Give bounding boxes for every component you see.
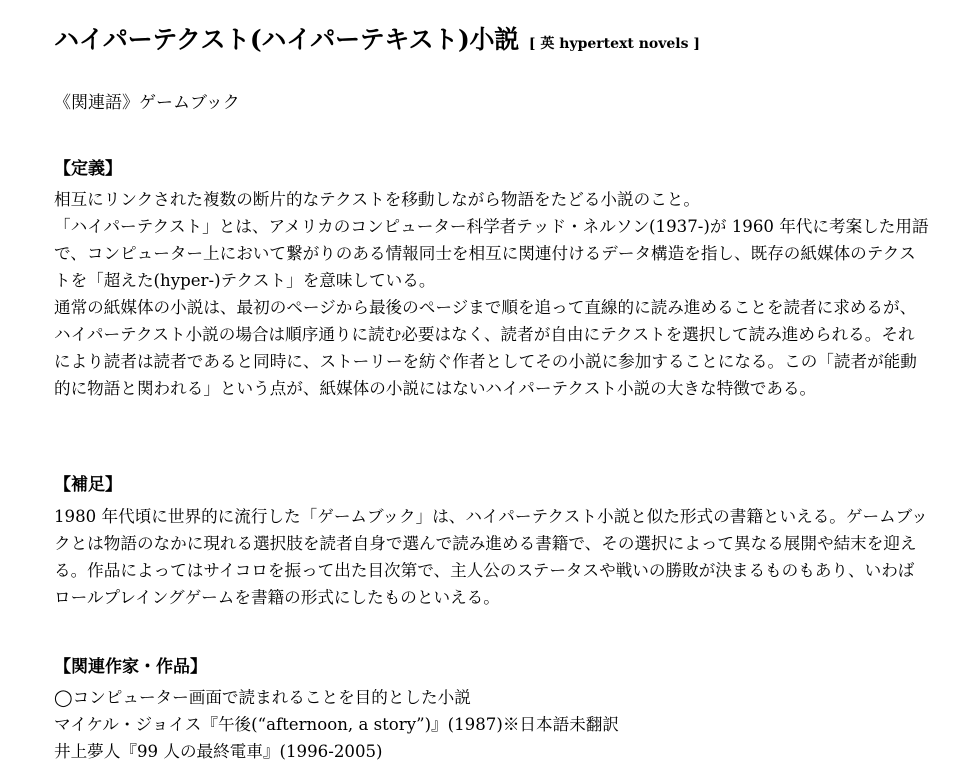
- title-row: [54, 20, 700, 56]
- supplement-body: [54, 503, 929, 611]
- works-list: [54, 684, 619, 765]
- definition-paragraph: 「ハイパーテクスト」とは、アメリカのコンピューター科学者テッド・ネルソン(1937-)が 1960 年代に考案した用語で、コンピューター上において繋がりのある情報同士を相互に関連付けるデータ構造を指し、既存の紙媒体のテクストを「超えた(hyper-)テクスト」を意味している。: [54, 217, 929, 290]
- supplement-paragraph: 1980 年代頃に世界的に流行した「ゲームブック」は、ハイパーテクスト小説と似た形式の書籍といえる。ゲームブックとは物語のなかに現れる選択肢を読者自身で選んで読み進める書籍で、その選択によって異なる展開や結末を迎える。作品によってはサイコロを振って出た目次第で、主人公のステータスや戦いの勝敗が決まるものもあり、いわばロールプレイングゲームを書籍の形式にしたものといえる。: [54, 507, 928, 607]
- works-item: ◯コンピューター画面で読まれることを目的とした小説: [54, 688, 471, 707]
- related-term: 《関連語》ゲームブック: [54, 93, 240, 113]
- supplement-heading: 【補足】: [54, 475, 122, 495]
- english-term: [ 英 hypertext novels ]: [528, 36, 700, 52]
- works-heading: 【関連作家・作品】: [54, 657, 207, 677]
- definition-paragraph: 相互にリンクされた複数の断片的なテクストを移動しながら物語をたどる小説のこと。: [54, 190, 700, 209]
- definition-body: [54, 186, 929, 402]
- definition-paragraph: 通常の紙媒体の小説は、最初のページから最後のページまで順を追って直線的に読み進めることを読者に求めるが、ハイパーテクスト小説の場合は順序通りに読む必要はなく、読者が自由にテクストを選択して読み進められる。それにより読者は読者であると同時に、ストーリーを紡ぐ作者としてその小説に参加することになる。この「読者が能動的に物語と関われる」という点が、紙媒体の小説にはないハイパーテクスト小説の大きな特徴である。: [54, 298, 917, 398]
- page-title: ハイパーテクスト(ハイパーテキスト)小説: [54, 25, 519, 54]
- definition-heading: 【定義】: [54, 159, 122, 179]
- works-item: マイケル・ジョイス『午後(“afternoon, a story”)』(1987)※日本語未翻訳: [54, 715, 619, 734]
- works-item: 井上夢人『99 人の最終電車』(1996-2005): [54, 742, 383, 761]
